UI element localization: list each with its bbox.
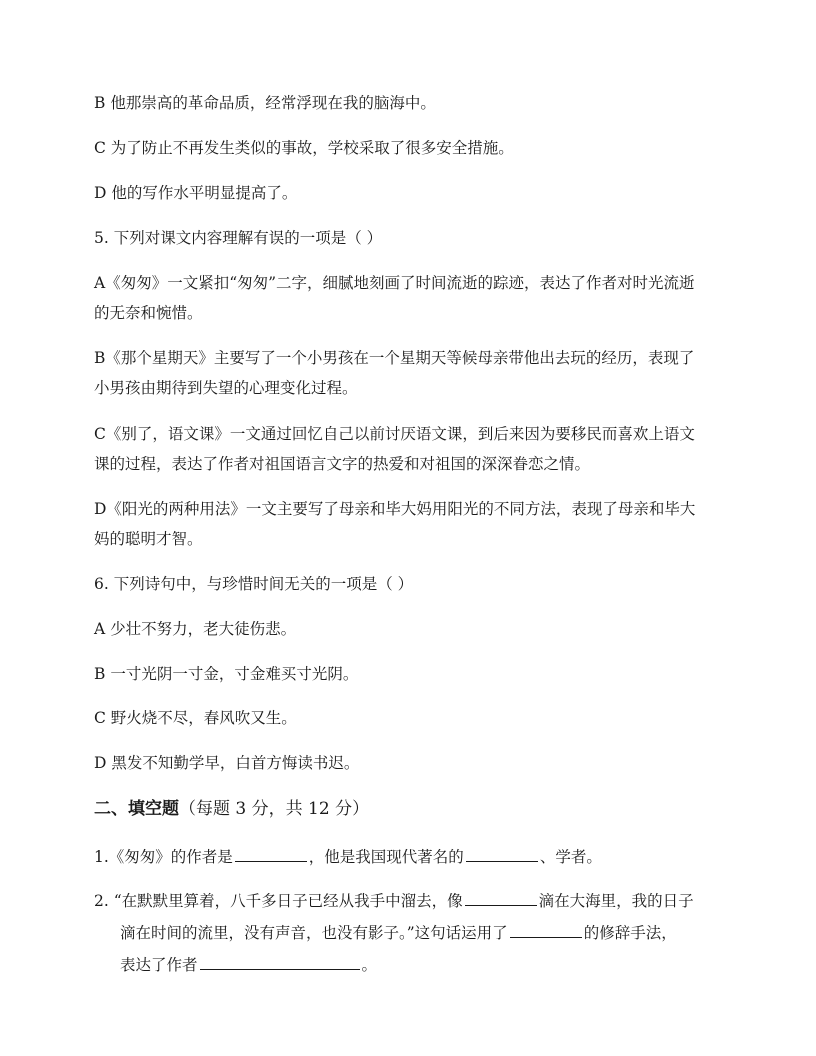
fill-question-2-line2 (120, 918, 677, 949)
fill2-text-6: 。 (361, 956, 378, 974)
q6-option-c: C 野火烧不尽，春风吹又生。 (94, 709, 297, 727)
fill2-blank-feeling[interactable] (200, 953, 360, 970)
fill2-text-5: 表达了作者 (120, 956, 198, 974)
fill-question-2-line3 (120, 950, 377, 981)
fill1-blank-title[interactable] (466, 845, 538, 862)
q5-option-a-line1: A《匆匆》一文紧扣“匆匆”二字，细腻地刻画了时间流逝的踪迹，表达了作者对时光流逝 (94, 274, 695, 292)
fill2-text-2: 滴在大海里，我的日子 (538, 892, 694, 910)
q5-stem: 5. 下列对课文内容理解有误的一项是（ ） (94, 229, 383, 247)
section-title: 二、填空题 (94, 799, 179, 819)
q5-option-b-line2: 小男孩由期待到失望的心理变化过程。 (94, 379, 358, 397)
fill1-text-1: 1.《匆匆》的作者是 (94, 848, 233, 866)
q5-option-c-line2: 课的过程，表达了作者对祖国语言文字的热爱和对祖国的深深眷恋之情。 (94, 455, 591, 473)
q6-stem: 6. 下列诗句中，与珍惜时间无关的一项是（ ） (94, 575, 414, 593)
fill2-text-1: 2. “在默默里算着，八千多日子已经从我手中溜去，像 (94, 892, 463, 910)
fill1-text-3: 、学者。 (539, 848, 602, 866)
q4-option-c: C 为了防止不再发生类似的事故，学校采取了很多安全措施。 (94, 139, 514, 157)
section-note: （每题 3 分，共 12 分） (179, 799, 370, 819)
fill-question-2-line1 (94, 886, 694, 917)
section-heading (94, 794, 369, 824)
fill2-blank-rhetoric[interactable] (510, 921, 582, 938)
q6-option-d: D 黑发不知勤学早，白首方悔读书迟。 (94, 754, 360, 772)
q6-option-b: B 一寸光阴一寸金，寸金难买寸光阴。 (94, 665, 359, 683)
q5-option-a-line2: 的无奈和惋惜。 (94, 304, 203, 322)
fill1-blank-author[interactable] (235, 845, 307, 862)
q5-option-d-line1: D《阳光的两种用法》一文主要写了母亲和毕大妈用阳光的不同方法，表现了母亲和毕大 (94, 500, 696, 518)
fill2-blank-simile[interactable] (465, 889, 537, 906)
q5-option-b-line1: B《那个星期天》主要写了一个小男孩在一个星期天等候母亲带他出去玩的经历，表现了 (94, 349, 695, 367)
q5-option-d-line2: 妈的聪明才智。 (94, 530, 203, 548)
fill2-text-3: 滴在时间的流里，没有声音，也没有影子。”这句话运用了 (120, 924, 508, 942)
q6-option-a: A 少壮不努力，老大徒伤悲。 (94, 620, 297, 638)
fill-question-1 (94, 842, 602, 873)
fill1-text-2: ，他是我国现代著名的 (308, 848, 464, 866)
fill2-text-4: 的修辞手法， (583, 924, 677, 942)
q4-option-d: D 他的写作水平明显提高了。 (94, 184, 298, 202)
q5-option-c-line1: C《别了，语文课》一文通过回忆自己以前讨厌语文课，到后来因为要移民而喜欢上语文 (94, 425, 695, 443)
q4-option-b: B 他那崇高的革命品质，经常浮现在我的脑海中。 (94, 94, 436, 112)
